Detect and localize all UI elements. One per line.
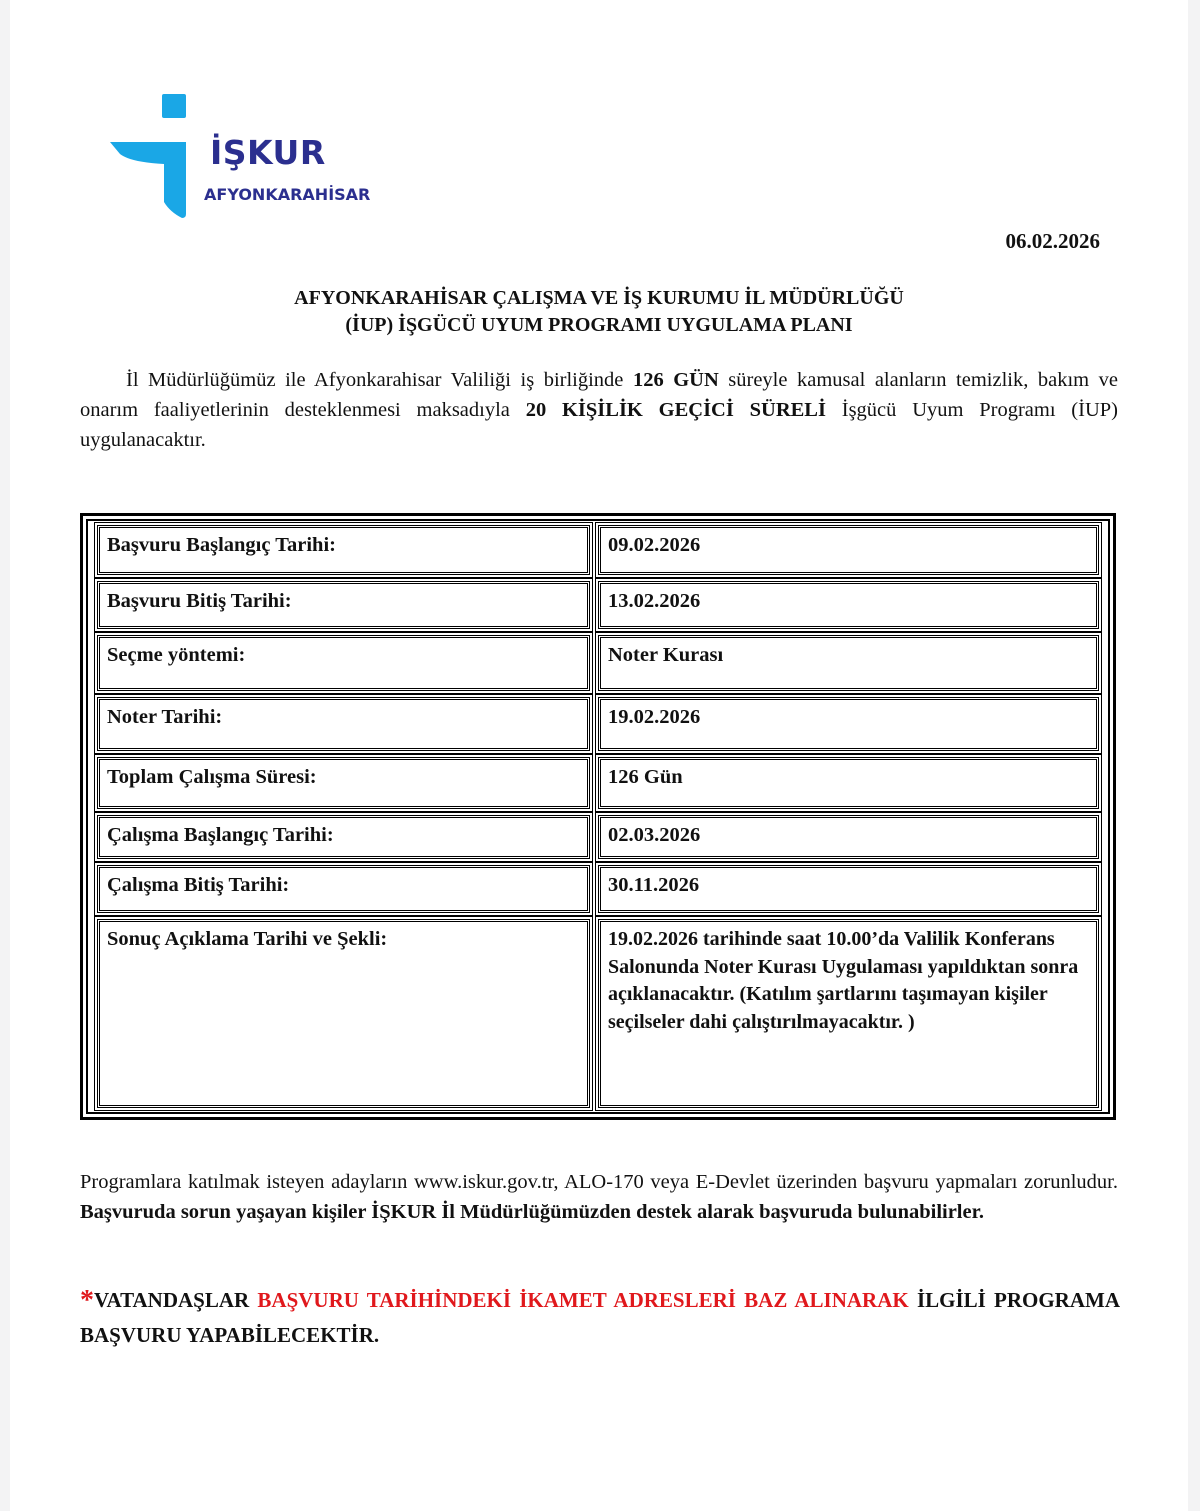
document-title [10,285,1188,339]
table-row [94,525,1102,575]
table-row-label: Noter Tarihi: [97,697,590,751]
table-row-label: Başvuru Başlangıç Tarihi: [97,525,590,575]
table-row-value: 02.03.2026 [598,815,1099,859]
iskur-logo [110,92,390,222]
logo-wordmark: İŞKUR [210,133,326,172]
application-info-text: Programlara katılmak isteyen adayların www.iskur.gov.tr, ALO-170 veya E-Devlet üzerinden başvuru yapmaları zorunludur. [80,1171,1118,1193]
iskur-logo-icon [110,92,200,222]
residence-notice [80,1283,1120,1352]
table-row [94,865,1102,913]
logo-subtitle: AFYONKARAHİSAR [204,185,371,204]
title-line-2: (İUP) İŞGÜCÜ UYUM PROGRAMI UYGULAMA PLANI [345,314,853,336]
notice-text-2: İLGİLİ PROGRAMA BAŞVURU YAPABİLECEKTİR. [80,1288,1120,1347]
table-row-label: Çalışma Bitiş Tarihi: [97,865,590,913]
program-info-table-inner [86,519,1110,1114]
intro-text-3: İşgücü Uyum Programı (İUP) uygulanacaktır. [80,399,1118,451]
table-row-value: Noter Kurası [598,635,1099,691]
table-row-label: Sonuç Açıklama Tarihi ve Şekli: [97,919,590,1108]
table-row-label: Başvuru Bitiş Tarihi: [97,581,590,629]
document-date: 06.02.2026 [1005,229,1100,253]
table-row-value: 19.02.2026 tarihinde saat 10.00’da Valilik Konferans Salonunda Noter Kurası Uygulaması yapıldıktan sonra açıklanacaktır. (Katılım şartlarını taşımayan kişiler seçilseler dahi çalıştırılmayacaktır. ) [598,919,1099,1108]
intro-bold-people: 20 KİŞİLİK GEÇİCİ SÜRELİ [525,399,826,421]
table-row [94,697,1102,751]
table-row [94,757,1102,809]
notice-text-1: VATANDAŞLAR [94,1288,258,1312]
table-row-value: 30.11.2026 [598,865,1099,913]
application-info-bold: Başvuruda sorun yaşayan kişiler İŞKUR İl Müdürlüğümüzden destek alarak başvuruda bulunabilirler. [80,1201,984,1223]
table-row-label: Seçme yöntemi: [97,635,590,691]
table-row-value: 09.02.2026 [598,525,1099,575]
application-info-paragraph [80,1167,1118,1227]
table-row-value: 13.02.2026 [598,581,1099,629]
table-row [94,815,1102,859]
table-row-label: Toplam Çalışma Süresi: [97,757,590,809]
intro-bold-days: 126 GÜN [632,369,719,391]
intro-paragraph [80,365,1118,455]
table-row [94,635,1102,691]
table-row-value: 126 Gün [598,757,1099,809]
table-row-value: 19.02.2026 [598,697,1099,751]
program-info-table [80,513,1116,1120]
asterisk-icon: * [80,1285,94,1316]
intro-text-1: İl Müdürlüğümüz ile Afyonkarahisar Valiliği iş birliğinde [126,369,633,391]
notice-red-text: BAŞVURU TARİHİNDEKİ İKAMET ADRESLERİ BAZ ALINARAK [257,1288,909,1312]
table-row-label: Çalışma Başlangıç Tarihi: [97,815,590,859]
table-row [94,581,1102,629]
table-row [94,919,1102,1108]
document-page [10,0,1188,1511]
title-line-1: AFYONKARAHİSAR ÇALIŞMA VE İŞ KURUMU İL MÜDÜRLÜĞÜ [294,287,904,309]
intro-text-2: süreyle kamusal alanların temizlik, bakım ve onarım faaliyetlerinin desteklenmesi maksadıyla [80,369,1118,421]
